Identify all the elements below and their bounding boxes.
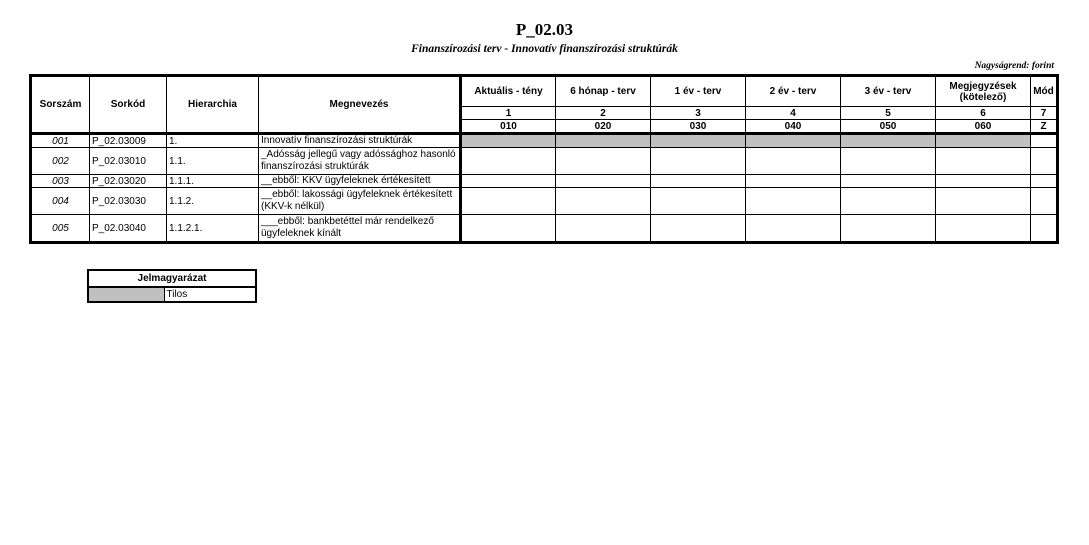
legend-table xyxy=(87,269,257,303)
table-row xyxy=(31,175,1058,188)
cell-input[interactable] xyxy=(936,215,1031,243)
header-code-5: 050 xyxy=(841,120,936,134)
header-col-4: 2 év - terv xyxy=(746,76,841,107)
table-row xyxy=(31,188,1058,215)
table-row xyxy=(31,148,1058,175)
cell-input[interactable] xyxy=(746,148,841,175)
row-sorszam: 005 xyxy=(31,215,90,243)
cell-input[interactable] xyxy=(461,215,556,243)
cell-input[interactable] xyxy=(841,188,936,215)
cell-input[interactable] xyxy=(556,148,651,175)
cell-mod[interactable] xyxy=(1031,188,1058,215)
cell-input[interactable] xyxy=(746,188,841,215)
header-num-5: 5 xyxy=(841,107,936,120)
cell-mod[interactable] xyxy=(1031,215,1058,243)
page-subtitle: Finanszírozási terv - Innovatív finanszírozási struktúrák xyxy=(411,43,678,55)
cell-input[interactable] xyxy=(936,148,1031,175)
row-sorkod: P_02.03009 xyxy=(90,134,167,148)
header-sorszam: Sorszám xyxy=(31,76,90,134)
cell-forbidden xyxy=(841,134,936,148)
row-hierarchia: 1.1. xyxy=(167,148,259,175)
table-row xyxy=(31,215,1058,243)
table-row xyxy=(31,134,1058,148)
header-num-6: 6 xyxy=(936,107,1031,120)
header-mod: Mód xyxy=(1031,76,1058,107)
legend-swatch-forbidden xyxy=(88,287,164,302)
cell-input[interactable] xyxy=(651,188,746,215)
row-hierarchia: 1.1.2.1. xyxy=(167,215,259,243)
cell-input[interactable] xyxy=(841,148,936,175)
header-col-1: Aktuális - tény xyxy=(461,76,556,107)
cell-input[interactable] xyxy=(651,148,746,175)
header-num-1: 1 xyxy=(461,107,556,120)
row-megnevezes: __ebből: lakossági ügyfeleknek értékesített (KKV-k nélkül) xyxy=(259,188,461,215)
header-code-3: 030 xyxy=(651,120,746,134)
row-sorszam: 001 xyxy=(31,134,90,148)
header-sorkod: Sorkód xyxy=(90,76,167,134)
cell-forbidden xyxy=(461,134,556,148)
cell-input[interactable] xyxy=(461,148,556,175)
header-code-4: 040 xyxy=(746,120,841,134)
row-sorszam: 002 xyxy=(31,148,90,175)
row-sorkod: P_02.03030 xyxy=(90,188,167,215)
header-col-3: 1 év - terv xyxy=(651,76,746,107)
cell-input[interactable] xyxy=(841,215,936,243)
row-megnevezes: __ebből: KKV ügyfeleknek értékesített xyxy=(259,175,461,188)
header-code-mod: Z xyxy=(1031,120,1058,134)
header-col-2: 6 hónap - terv xyxy=(556,76,651,107)
header-code-1: 010 xyxy=(461,120,556,134)
cell-input[interactable] xyxy=(841,175,936,188)
row-megnevezes: ___ebből: bankbetéttel már rendelkező ügyfeleknek kínált xyxy=(259,215,461,243)
cell-forbidden xyxy=(936,134,1031,148)
legend-label-forbidden: Tilos xyxy=(164,287,256,302)
cell-mod[interactable] xyxy=(1031,134,1058,148)
cell-input[interactable] xyxy=(651,215,746,243)
header-num-3: 3 xyxy=(651,107,746,120)
cell-input[interactable] xyxy=(746,175,841,188)
cell-input[interactable] xyxy=(746,215,841,243)
header-code-6: 060 xyxy=(936,120,1031,134)
header-num-mod: 7 xyxy=(1031,107,1058,120)
header-code-2: 020 xyxy=(556,120,651,134)
cell-input[interactable] xyxy=(556,188,651,215)
cell-mod[interactable] xyxy=(1031,175,1058,188)
cell-forbidden xyxy=(556,134,651,148)
cell-mod[interactable] xyxy=(1031,148,1058,175)
row-megnevezes: _Adósság jellegű vagy adóssághoz hasonló finanszírozási struktúrák xyxy=(259,148,461,175)
row-sorszam: 004 xyxy=(31,188,90,215)
cell-forbidden xyxy=(651,134,746,148)
row-hierarchia: 1.1.2. xyxy=(167,188,259,215)
header-col-6: Megjegyzések (kötelező) xyxy=(936,76,1031,107)
cell-input[interactable] xyxy=(936,175,1031,188)
header-hierarchia: Hierarchia xyxy=(167,76,259,134)
header-col-5: 3 év - terv xyxy=(841,76,936,107)
cell-input[interactable] xyxy=(651,175,746,188)
row-sorkod: P_02.03040 xyxy=(90,215,167,243)
page-title: P_02.03 xyxy=(515,20,574,39)
cell-input[interactable] xyxy=(936,188,1031,215)
row-megnevezes: Innovatív finanszírozási struktúrák xyxy=(259,134,461,148)
header-num-2: 2 xyxy=(556,107,651,120)
row-sorkod: P_02.03020 xyxy=(90,175,167,188)
cell-input[interactable] xyxy=(556,175,651,188)
cell-forbidden xyxy=(746,134,841,148)
row-sorszam: 003 xyxy=(31,175,90,188)
cell-input[interactable] xyxy=(461,188,556,215)
cell-input[interactable] xyxy=(556,215,651,243)
header-megnevezes: Megnevezés xyxy=(259,76,461,134)
cell-input[interactable] xyxy=(461,175,556,188)
row-hierarchia: 1.1.1. xyxy=(167,175,259,188)
legend-title: Jelmagyarázat xyxy=(88,270,256,287)
unit-label: Nagyságrend: forint xyxy=(974,61,1054,71)
row-sorkod: P_02.03010 xyxy=(90,148,167,175)
data-table xyxy=(29,74,1059,244)
row-hierarchia: 1. xyxy=(167,134,259,148)
header-num-4: 4 xyxy=(746,107,841,120)
